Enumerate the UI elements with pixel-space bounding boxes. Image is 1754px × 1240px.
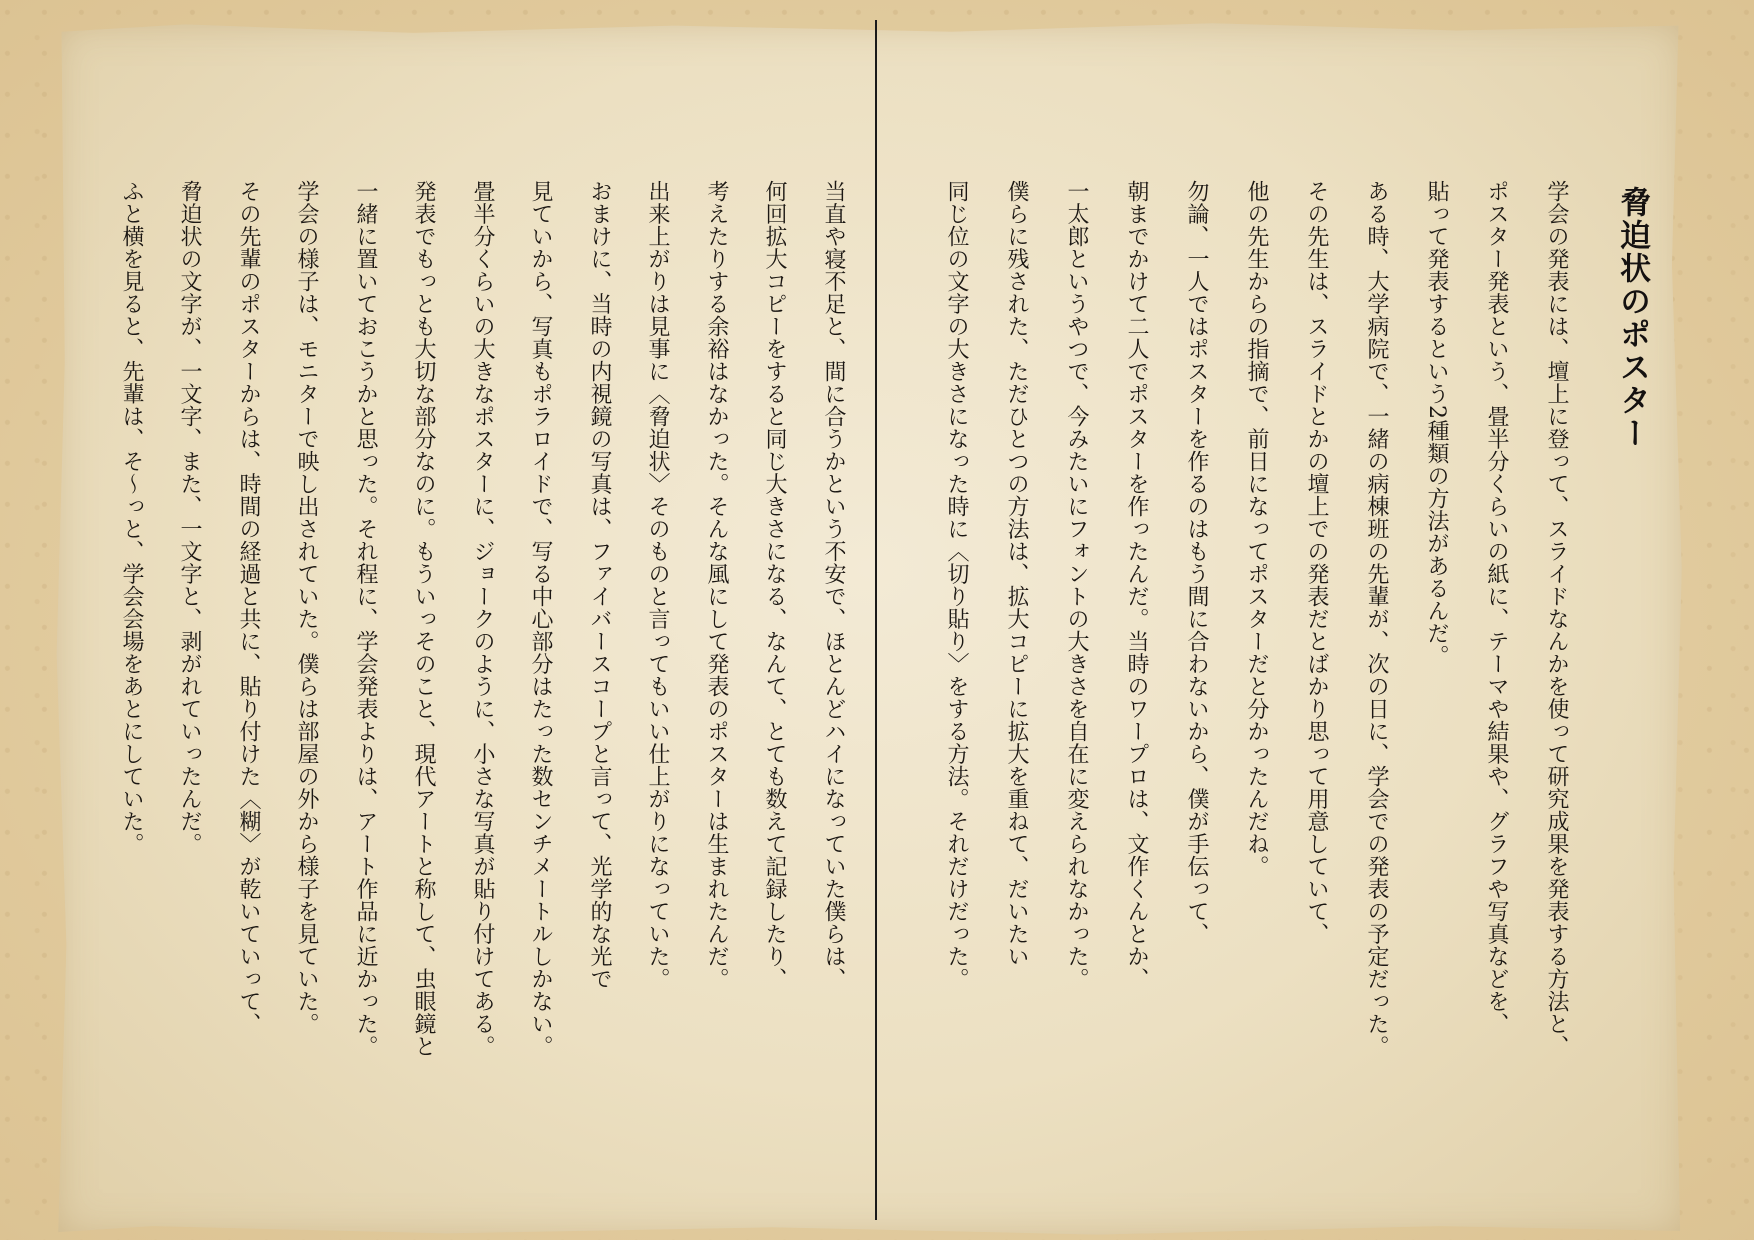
text-column: 一緒に置いておこうかと思った。それ程に、学会発表よりは、アート作品に近かった。	[353, 180, 378, 1058]
text-column: 勿論、一人ではポスターを作るのはもう間に合わないから、僕が手伝って、	[1184, 180, 1209, 945]
text-column: 一太郎というやつで、今みたいにフォントの大きさを自在に変えられなかった。	[1064, 180, 1089, 990]
text-column: 考えたりする余裕はなかった。そんな風にして発表のポスターは生まれたんだ。	[704, 180, 729, 990]
page-divider	[875, 20, 877, 1220]
text-column: 畳半分くらいの大きなポスターに、ジョークのように、小さな写真が貼り付けてある。	[470, 180, 495, 1058]
story-title: 脅迫状のポスター	[1614, 186, 1650, 450]
text-column: おまけに、当時の内視鏡の写真は、ファイバースコープと言って、光学的な光で	[587, 180, 612, 990]
text-column: 貼って発表するという2種類の方法があるんだ。	[1424, 180, 1449, 667]
text-column: 同じ位の文字の大きさになった時に〈切り貼り〉をする方法。それだけだった。	[944, 180, 969, 990]
text-column: ふと横を見ると、先輩は、そ〜っと、学会会場をあとにしていた。	[119, 180, 144, 855]
text-column: 当直や寝不足と、間に合うかという不安で、ほとんどハイになっていた僕らは、	[821, 180, 846, 990]
text-column: 見ていから、写真もポラロイドで、写る中心部分はたった数センチメートルしかない。	[528, 180, 553, 1058]
text-column: その先生は、スライドとかの壇上での発表だとばかり思って用意していて、	[1304, 180, 1329, 945]
text-column: ある時、大学病院で、一緒の病棟班の先輩が、次の日に、学会での発表の予定だった。	[1364, 180, 1389, 1058]
text-column: 他の先生からの指摘で、前日になってポスターだと分かったんだね。	[1244, 180, 1269, 878]
text-column: 発表でもっとも大切な部分なのに。もういっそのこと、現代アートと称して、虫眼鏡と	[411, 180, 436, 1058]
text-column: 僕らに残された、ただひとつの方法は、拡大コピーに拡大を重ねて、だいたい	[1004, 180, 1029, 968]
text-column: 何回拡大コピーをすると同じ大きさになる、なんて、とても数えて記録したり、	[762, 180, 787, 990]
text-column: その先輩のポスターからは、時間の経過と共に、貼り付けた〈糊〉が乾いていって、	[236, 180, 261, 1035]
text-column: 脅迫状の文字が、一文字、また、一文字と、剥がれていったんだ。	[177, 180, 202, 855]
text-column: 出来上がりは見事に〈脅迫状〉そのものと言ってもいい仕上がりになっていた。	[645, 180, 670, 990]
text-column: 朝までかけて二人でポスターを作ったんだ。当時のワープロは、文作くんとか、	[1124, 180, 1149, 990]
text-column: 学会の様子は、モニターで映し出されていた。僕らは部屋の外から様子を見ていた。	[294, 180, 319, 1035]
text-column: ポスター発表という、畳半分くらいの紙に、テーマや結果や、グラフや写真などを、	[1484, 180, 1509, 1035]
text-column: 学会の発表には、壇上に登って、スライドなんかを使って研究成果を発表する方法と、	[1544, 180, 1569, 1058]
